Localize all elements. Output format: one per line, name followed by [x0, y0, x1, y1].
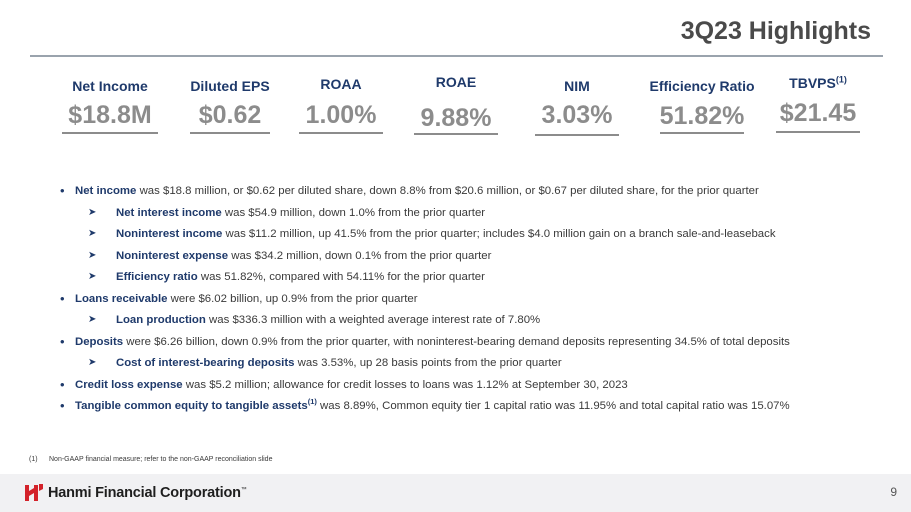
metric-value: $18.8M — [68, 101, 152, 129]
arrow-bullet-icon: ➤ — [88, 249, 97, 261]
company-logo — [23, 483, 247, 503]
arrow-bullet-icon: ➤ — [88, 357, 97, 368]
list-item: • Net income was $18.8 million, or $0.62 per diluted share, down 8.8% from $20.6 million, or $0.67 per diluted share, for the prior quarter — [60, 183, 891, 205]
arrow-bullet-icon: ➤ — [88, 271, 97, 282]
list-item: • Deposits were $6.26 billion, down 0.9% from the prior quarter, with noninterest-bearing demand deposits representing 34.5% of total deposits — [60, 334, 891, 356]
metric-label: TBVPS$^{(1)}$ — [789, 74, 847, 91]
footnote: (1) Non-GAAP financial measure; refer to the non-GAAP reconciliation slide — [29, 456, 273, 463]
hanmi-logo-icon — [23, 483, 45, 503]
metric-nim — [523, 78, 631, 136]
metric-label: ROAE — [435, 74, 477, 90]
metric-label: Diluted EPS — [190, 78, 270, 94]
metric-net-income — [56, 78, 164, 134]
metric-label: Net Income — [72, 78, 148, 94]
metric-tbvps — [764, 75, 872, 133]
metric-underline — [299, 132, 383, 134]
list-item: ➤ Loan production was $336.3 million with a weighted average interest rate of 7.80% — [88, 314, 541, 326]
metric-value: 51.82% — [659, 102, 745, 130]
metric-underline — [660, 132, 744, 134]
metric-label: Efficiency Ratio — [649, 78, 755, 94]
arrow-bullet-icon: ➤ — [88, 228, 97, 239]
page-number: 9 — [890, 485, 897, 499]
list-item: • Credit loss expense was $5.2 million; allowance for credit losses to loans was 1.12% at September 30, 2023 — [60, 377, 891, 399]
metric-underline — [190, 132, 270, 134]
arrow-bullet-icon: ➤ — [88, 314, 97, 325]
company-name: Hanmi Financial Corporation™ — [48, 485, 247, 501]
metric-underline — [535, 134, 619, 136]
metric-roae — [402, 74, 510, 135]
metric-underline — [62, 132, 158, 134]
metric-efficiency-ratio — [640, 78, 764, 134]
list-item: ➤ Noninterest expense was $34.2 million, down 0.1% from the prior quarter — [88, 249, 492, 262]
metric-value: $0.62 — [198, 101, 262, 129]
metric-label: ROAA — [320, 76, 362, 92]
metric-diluted-eps — [176, 78, 284, 134]
list-item: ➤ Cost of interest-bearing deposits was 3.53%, up 28 basis points from the prior quarter — [88, 357, 562, 369]
list-item: ➤ Efficiency ratio was 51.82%, compared with 54.11% for the prior quarter — [88, 271, 485, 283]
metric-value: $21.45 — [779, 99, 857, 127]
arrow-bullet-icon: ➤ — [88, 206, 97, 218]
metric-value: 1.00% — [305, 101, 377, 129]
list-item: • Loans receivable were $6.02 billion, up 0.9% from the prior quarter — [60, 291, 891, 313]
page-title: 3Q23 Highlights — [680, 17, 871, 45]
metric-roaa — [287, 76, 395, 134]
metric-value: 9.88% — [420, 104, 492, 132]
highlights-list — [60, 183, 891, 420]
list-item: ➤ Noninterest income was $11.2 million, up 41.5% from the prior quarter; includes $4.0 million gain on a branch sale-and-leaseback — [88, 228, 776, 240]
list-item: ➤ Net interest income was $54.9 million, down 1.0% from the prior quarter — [88, 206, 486, 219]
metric-underline — [414, 133, 498, 135]
metric-underline — [776, 131, 860, 133]
list-item: • Tangible common equity to tangible assets$^{(1)}$ was 8.89%, Common equity tier 1 capital ratio was 11.95% and total capital ratio was 15.07% — [60, 398, 891, 420]
footer-bar — [0, 474, 911, 512]
title-divider — [30, 55, 883, 57]
metric-value: 3.03% — [541, 101, 613, 129]
metric-label: NIM — [564, 78, 590, 94]
